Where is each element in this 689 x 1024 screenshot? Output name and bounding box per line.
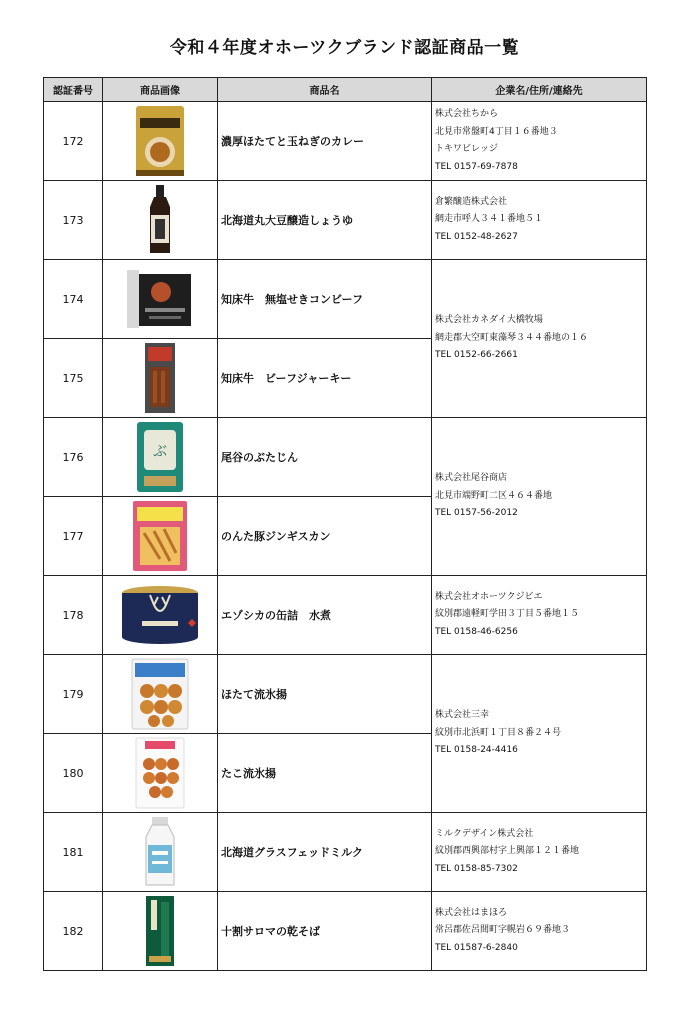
company-name: 株式会社ちから xyxy=(435,109,499,119)
table-row xyxy=(44,576,647,655)
company-address: 紋別市北浜町１丁目８番２４号 xyxy=(435,727,562,738)
company-info xyxy=(432,655,647,813)
cert-number: 178 xyxy=(44,576,103,655)
company-info xyxy=(432,102,647,181)
company-phone: TEL 0152-66-2661 xyxy=(435,350,518,361)
cert-number: 175 xyxy=(44,339,103,418)
company-name: 株式会社カネダイ大橋牧場 xyxy=(435,315,543,326)
company-phone: TEL 0158-24-4416 xyxy=(435,745,518,756)
product-name: 濃厚ほたてと玉ねぎのカレー xyxy=(218,102,432,181)
table-row xyxy=(44,892,647,971)
company-address: 紋別郡西興部村字上興部１２１番地 xyxy=(435,846,580,857)
scallop-fritter-pack-icon xyxy=(129,657,191,731)
product-name: 知床牛 無塩せきコンビーフ xyxy=(218,260,432,339)
cert-number: 180 xyxy=(44,734,103,813)
company-info xyxy=(432,892,647,971)
product-image xyxy=(103,339,218,418)
header-product-image: 商品画像 xyxy=(103,78,218,102)
company-info xyxy=(432,181,647,260)
company-name: 倉繁醸造株式会社 xyxy=(435,196,508,207)
jerky-pack-icon xyxy=(142,341,178,415)
curry-pouch-icon xyxy=(132,104,188,178)
company-address: 常呂郡佐呂間町字幌岩６９番地３ xyxy=(435,925,571,936)
company-name: 株式会社三幸 xyxy=(435,710,490,721)
product-image xyxy=(103,813,218,892)
table-row xyxy=(44,655,647,734)
company-info xyxy=(432,418,647,576)
product-name: ほたて流氷揚 xyxy=(218,655,432,734)
cert-number: 181 xyxy=(44,813,103,892)
svg-text:ぶ: ぶ xyxy=(153,444,167,460)
product-name: エゾシカの缶詰 水煮 xyxy=(218,576,432,655)
table-row xyxy=(44,102,647,181)
table-row xyxy=(44,418,647,497)
product-image xyxy=(103,418,218,497)
cert-number: 179 xyxy=(44,655,103,734)
company-phone: TEL 0157-56-2012 xyxy=(435,508,518,519)
company-address: 網走市呼人３４１番地５１ xyxy=(435,214,544,225)
cert-number: 182 xyxy=(44,892,103,971)
product-name: 尾谷のぶたじん xyxy=(218,418,432,497)
company-name: ミルクデザイン株式会社 xyxy=(435,828,534,839)
cert-number: 176 xyxy=(44,418,103,497)
product-name: 北海道丸大豆醸造しょうゆ xyxy=(218,181,432,260)
product-name: 北海道グラスフェッドミルク xyxy=(218,813,432,892)
company-address-2: トキワビレッジ xyxy=(435,144,498,154)
header-product-name: 商品名 xyxy=(218,78,432,102)
table-row xyxy=(44,813,647,892)
company-info xyxy=(432,576,647,655)
product-name: たこ流氷揚 xyxy=(218,734,432,813)
table-row xyxy=(44,260,647,339)
octopus-fritter-pack-icon xyxy=(133,736,187,810)
header-company-info: 企業名/住所/連絡先 xyxy=(432,78,647,102)
company-address: 網走郡大空町東藻琴３４４番地の１６ xyxy=(435,332,589,343)
cert-number: 172 xyxy=(44,102,103,181)
company-name: 株式会社尾谷商店 xyxy=(435,473,508,484)
company-address: 紋別郡遠軽町学田３丁目５番地１５ xyxy=(435,609,580,620)
soba-pack-icon xyxy=(143,894,177,968)
product-name: 十割サロマの乾そば xyxy=(218,892,432,971)
product-image xyxy=(103,734,218,813)
company-address: 北見市常盤町4丁目１６番地３ xyxy=(435,126,558,137)
jingisukan-pack-icon xyxy=(130,499,190,573)
cert-number: 177 xyxy=(44,497,103,576)
product-image xyxy=(103,655,218,734)
company-address: 北見市端野町二区４６４番地 xyxy=(435,490,553,501)
product-image xyxy=(103,102,218,181)
product-image xyxy=(103,576,218,655)
corned-beef-box-icon xyxy=(125,266,195,332)
cert-number: 174 xyxy=(44,260,103,339)
table-row xyxy=(44,181,647,260)
company-phone: TEL 01587-6-2840 xyxy=(435,942,518,953)
venison-can-icon xyxy=(118,583,202,647)
company-phone: TEL 0152-48-2627 xyxy=(435,231,518,242)
product-name: 知床牛 ビーフジャーキー xyxy=(218,339,432,418)
company-info xyxy=(432,260,647,418)
product-table xyxy=(43,77,647,971)
header-cert-number: 認証番号 xyxy=(44,78,103,102)
company-phone: TEL 0158-46-6256 xyxy=(435,626,518,637)
product-name: のんた豚ジンギスカン xyxy=(218,497,432,576)
cert-number: 173 xyxy=(44,181,103,260)
product-image xyxy=(103,260,218,339)
butajin-pouch-icon xyxy=(134,420,186,494)
product-image xyxy=(103,497,218,576)
company-phone: TEL 0157-69-7878 xyxy=(435,161,518,172)
page-title: 令和４年度オホーツクブランド認証商品一覧 xyxy=(169,38,520,58)
product-image xyxy=(103,181,218,260)
company-name: 株式会社オホーツクジビエ xyxy=(435,591,543,602)
table-header-row xyxy=(44,78,647,102)
company-name: 株式会社はまほろ xyxy=(435,907,508,918)
soy-sauce-bottle-icon xyxy=(145,183,175,257)
company-phone: TEL 0158-85-7302 xyxy=(435,863,518,874)
product-image xyxy=(103,892,218,971)
company-info xyxy=(432,813,647,892)
milk-bottle-icon xyxy=(140,815,180,889)
